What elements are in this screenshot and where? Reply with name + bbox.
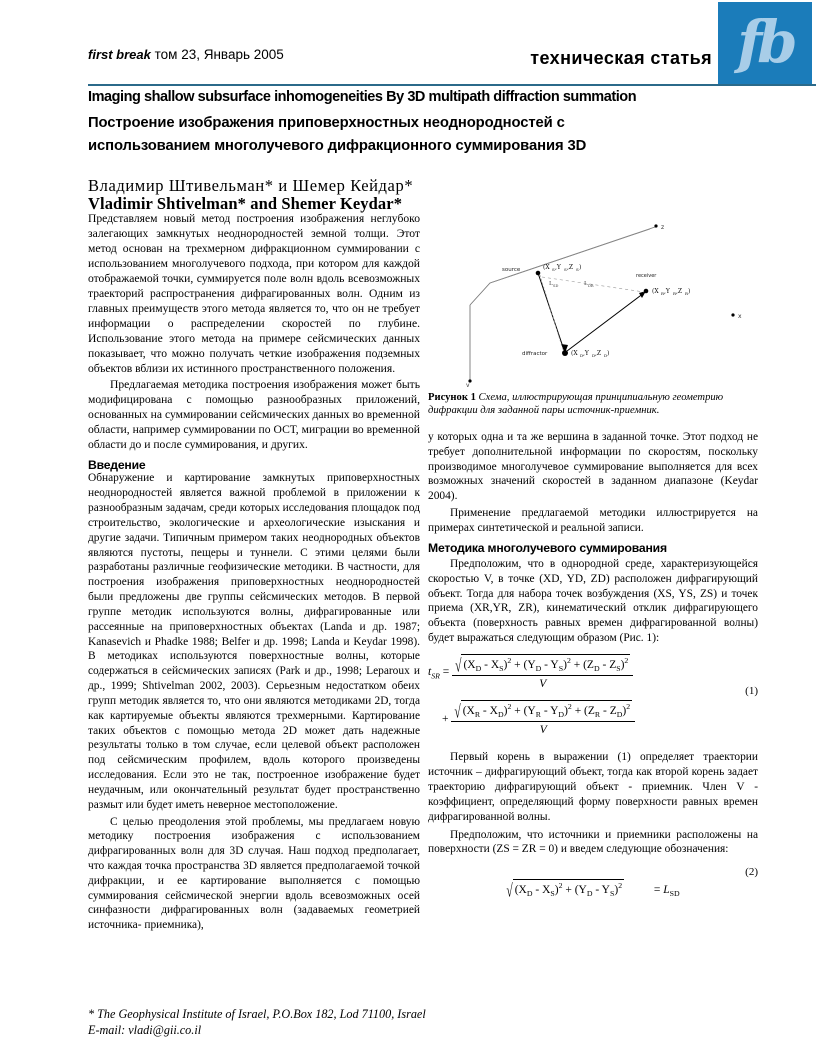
heading-method: Методика многолучевого суммирования	[428, 540, 667, 555]
equation-1-term-2: $\frac{√ (X_R - X_D)^2 + (Y_R - Y_D)^2 + (Z_R - Z_D)^2}{V}$	[451, 700, 635, 738]
svg-text:y: y	[466, 382, 470, 387]
journal-logo-text: fb	[737, 8, 793, 76]
journal-issue: том 23, Январь 2005	[150, 47, 284, 62]
svg-text:,Y: ,Y	[583, 350, 589, 357]
svg-text:L: L	[549, 281, 553, 287]
svg-text:z: z	[661, 224, 665, 231]
author-affiliation-footnote	[88, 1006, 518, 1039]
svg-text:source: source	[502, 267, 521, 273]
footnote-address: * The Geophysical Institute of Israel, P.O.Box 182, Lod 71100, Israel	[88, 1007, 426, 1021]
svg-text:,Z: ,Z	[595, 350, 602, 357]
right-paragraph-2: Применение предлагаемой методики иллюстрируется на примерах синтетической и реальной записи.	[428, 507, 758, 534]
intro-paragraph-1: Обнаружение и картирование замкнутых приповерхностных неоднородностей является важной проблемой в приложении к разнообразным задачам, среди которых исследования площадок под строительство, экологические и археологические изыскания и другие задачи. Типичным примером таких неоднородных объектов являются пустоты, пещеры и туннели. С этими целями были разработаны различные геофизические методики. В частности, для построения изображения приповерхностных неоднородностей были предложены две группы сейсмических методов. В первой группе методик используются волны, дифрагированные или рассеянные на приповерхностных объектах (Landa и др. 1987; Kanasevich и Phadke 1988; Belfer и др. 1998; Landa и Keydar 1998). В методиках используются поверхностные волны, которые содержаться в сейсмических записях (Park и др., 1998; Leparoux и др., 1999; Shtivelman 2002, 2003). Серьезным недостатком обеих групп методик является то, что они являются методиками 2D, тогда как картируемые объекты являются трехмерными. Картирование таких объектов с помощью метода 2D может дать надежные результаты только в том случае, если целевой объект расположен под сейсмическим профилем, вдоль которого произведены исследования. Если это не так, построенное изображение будет неудачным, или окончательный результат будет пространственно размыт или будет иметь неверное местоположение.	[88, 472, 420, 811]
svg-text:diffractor: diffractor	[522, 351, 548, 357]
svg-text:DR: DR	[588, 284, 594, 288]
svg-text:(X: (X	[571, 350, 578, 357]
svg-text:SD: SD	[553, 284, 559, 288]
header-rule	[88, 84, 816, 86]
abstract-paragraph-1: Представляем новый метод построения изображения неглубоко залегающих замкнутых неоднородностей земной толщи. Этот метод основан на трехмерном дифракционном суммировании с использованием многолучевого подхода, при котором для каждой отображаемой точки, суммируется поле волн вдоль всевозможных траекторий распространения дифрагированных волн. Одним из главных преимуществ этого метода является то, что он не требует информации о распределении скоростей по глубине. Использование этого метода на примере сейсмических данных показывает, что можно получать четкие изображения подземных объектов вблизи их истинного пространственного положения.	[88, 212, 420, 375]
equation-1	[428, 654, 758, 738]
svg-text:): )	[579, 264, 582, 271]
equation-1-lhs: $t_{SR}$	[428, 665, 440, 681]
equation-1-term-1: $\frac{√ (X_D - X_S)^2 + (Y_D - Y_S)^2 + (Z_D - Z_S)^2}{V}$	[452, 654, 633, 692]
equation-1-body	[428, 654, 758, 738]
intro-paragraph-2: С целью преодоления этой проблемы, мы предлагаем новую методику построения изображения с использованием дифрагированных волн для 3D случая. Наш подход предполагает, что каждая точка пространства 3D является предполагаемой точкой дифракции, и ее картирование выполняется с помощью суммирования сейсмической энергии вдоль всевозможных осей синфазности дифрагированных волн (задаваемых геометрией источника- приемника),	[88, 815, 420, 932]
svg-text:L: L	[584, 281, 588, 287]
svg-text:,Y: ,Y	[555, 264, 561, 271]
left-column	[88, 212, 420, 933]
equation-1-number: (1)	[745, 684, 758, 697]
equation-2	[428, 865, 758, 901]
svg-text:(X: (X	[543, 264, 550, 271]
svg-text:(X: (X	[652, 288, 659, 295]
authors-russian: Владимир Штивельман* и Шемер Кейдар*	[88, 176, 414, 195]
right-paragraph-3: Предположим, что в однородной среде, характеризующейся скоростью V, в точке (XD, YD, ZD) расположен дифрагирующий объект. Тогда для набора точек возбуждения (XS, YS, ZS) и точек приема (XR,YR, ZR), кинематический отклик дифрагирующего объекта (поверхность равных времен дифрагированной волны) будет выражаться следующим образом (Рис. 1):	[428, 558, 758, 645]
article-section-kind: техническая статья	[530, 48, 712, 68]
footnote-email: E-mail: vladi@gii.co.il	[88, 1023, 202, 1038]
svg-text:R: R	[661, 291, 665, 296]
svg-text:D: D	[580, 353, 584, 358]
title-russian	[88, 112, 778, 158]
figure-spacer	[428, 195, 758, 430]
figure-1-caption-text: Схема, иллюстрирующая принципиальную геометрию дифракции для заданной пары источник-приемник.	[428, 392, 724, 416]
svg-text:x: x	[738, 313, 742, 320]
title-english: Imaging shallow subsurface inhomogeneities By 3D multipath diffraction summation	[88, 89, 637, 105]
svg-text:,Y: ,Y	[664, 288, 670, 295]
svg-text:S: S	[564, 267, 567, 272]
journal-logo	[718, 2, 812, 86]
svg-text:,Z: ,Z	[676, 288, 683, 295]
svg-text:): )	[688, 288, 691, 295]
right-paragraph-5: Предположим, что источники и приемники расположены на поверхности (ZS = ZR = 0) и введем следующие обозначения:	[428, 828, 758, 856]
author-block	[88, 176, 448, 214]
equation-1-equals: =	[442, 665, 450, 678]
authors-english: Vladimir Shtivelman* and Shemer Keydar*	[88, 194, 403, 214]
right-column	[428, 195, 758, 907]
equation-2-body: √ $(X_D - X_S)^2 + (Y_D - Y_S)^2 = L_{SD}$	[506, 881, 680, 902]
right-paragraph-1: у которых одна и та же вершина в заданной точке. Этот подход не требует дополнительной информации по скоростям, поскольку производимое многолучевое суммирование выполняется для всех возможных значений скоростей в заданном диапазоне (Keydar 2004).	[428, 431, 758, 503]
equation-1-plus: +	[442, 712, 449, 725]
right-paragraph-4: Первый корень в выражении (1) определяет траектории источник – дифрагирующий объект, тогда как второй корень задает траекторию дифрагирующий объект - приемник. Член V - коэффициент, определяющий форму поверхности равных времен дифрагированной волны.	[428, 751, 758, 823]
figure-1-caption-label: Рисунок 1	[428, 392, 476, 403]
svg-text:): )	[607, 350, 610, 357]
svg-text:R: R	[685, 291, 689, 296]
heading-introduction: Введение	[88, 458, 146, 473]
svg-text:D: D	[604, 353, 608, 358]
svg-text:S: S	[576, 267, 579, 272]
svg-text:R: R	[673, 291, 677, 296]
title-russian-line2: использованием многолучевого дифракционного суммирования 3D	[88, 137, 587, 154]
journal-name: first break	[88, 47, 151, 62]
svg-text:S: S	[552, 267, 555, 272]
title-russian-line1: Построение изображения приповерхностных неоднородностей с	[88, 115, 565, 131]
svg-text:D: D	[592, 353, 596, 358]
svg-text:,Z: ,Z	[567, 264, 574, 271]
abstract-paragraph-2: Предлагаемая методика построения изображения может быть модифицирована с помощью разнообразных приложений, основанных на суммировании сейсмических данных во временной области, например суммировании по ОСТ, миграции во временной области до и после суммирования, и других.	[88, 378, 420, 452]
equation-2-number: (2)	[745, 866, 758, 879]
svg-text:receiver: receiver	[636, 273, 657, 279]
